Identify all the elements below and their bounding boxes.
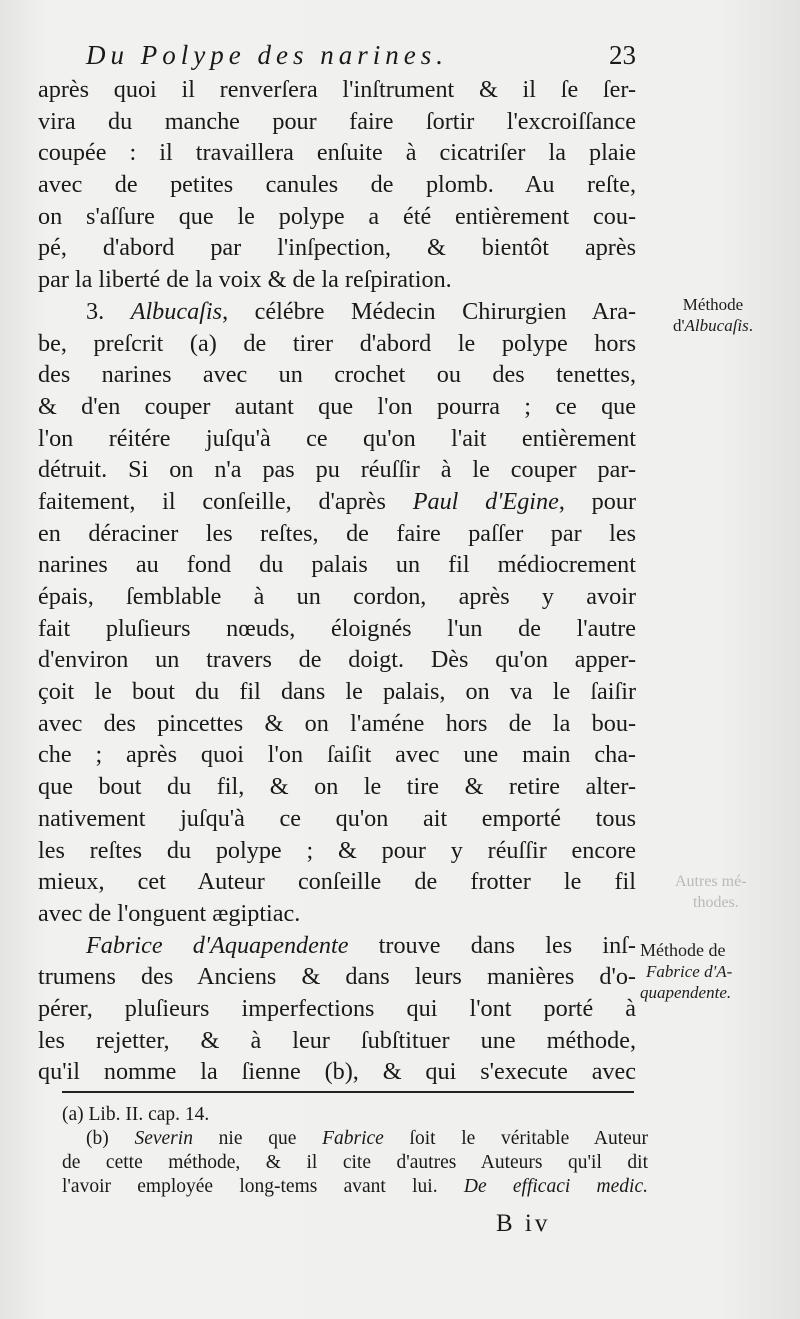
- author-name-fabrice: Fabrice d'Aquapendente: [86, 931, 349, 959]
- text-line: & d'en couper autant que l'on pourra ; ce que: [38, 392, 636, 420]
- text-line: que bout du fil, & on le tire & retire alter-: [38, 773, 636, 801]
- text-line: épais, ſemblable à un cordon, après y avoir: [38, 583, 636, 610]
- page-number: 23: [609, 40, 636, 70]
- text-line: les rejetter, & à leur ſubſtituer une méthode,: [38, 1026, 636, 1054]
- paragraph-fabrice-start: Fabrice d'Aquapendente trouve dans les inſ-: [86, 931, 636, 959]
- text-line: çoit le bout du fil dans le palais, on va le ſaiſir: [38, 678, 636, 706]
- footnote-b: (b) Severin nie que Fabrice ſoit le véritable Auteur: [86, 1128, 649, 1149]
- header-title: Du Polype des narines.: [86, 40, 448, 70]
- text-line: fait pluſieurs nœuds, éloignés l'un de l'autre: [38, 614, 636, 642]
- margin-note-albucasis: Méthode d'Albucaſis.: [672, 295, 754, 335]
- text-line: les reſtes du polype ; & pour y réuſſir encore: [38, 836, 636, 864]
- paragraph-number: 3.: [86, 297, 105, 325]
- text-line: che ; après quoi l'on ſaiſit avec une main cha-: [38, 741, 636, 769]
- footnote-a: (a) Lib. II. cap. 14.: [62, 1104, 210, 1125]
- author-name-albucasis: Albucaſis: [130, 297, 223, 325]
- text-line: coupée : il travaillera enſuite à cicatriſer la plaie: [38, 139, 636, 167]
- text-line: après quoi il renverſera l'inſtrument & il ſe ſer-: [38, 76, 636, 103]
- footnote-rule: [62, 1091, 634, 1093]
- signature-mark: B iv: [496, 1210, 551, 1237]
- text-line: vira du manche pour faire ſortir l'excroiſſance: [38, 107, 636, 135]
- footnote-b-line2: de cette méthode, & il cite d'autres Auteurs qu'il dit: [62, 1152, 648, 1173]
- text-line: pé, d'abord par l'inſpection, & bientôt après: [38, 234, 636, 262]
- text-line: d'environ un travers de doigt. Dès qu'on apper-: [38, 646, 636, 674]
- text-line: avec de petites canules de plomb. Au reſte,: [38, 171, 636, 199]
- text-line: avec de l'onguent ægiptiac.: [38, 899, 301, 927]
- text-line: en déraciner les reſtes, de faire paſſer par les: [38, 519, 636, 547]
- author-name-paul: Paul d'Egine: [412, 487, 559, 515]
- text-line: on s'aſſure que le polype a été entièrement cou-: [38, 202, 636, 230]
- text-line: nativement juſqu'à ce qu'on ait emporté tous: [38, 804, 636, 832]
- text-line: pérer, pluſieurs imperfections qui l'ont porté à: [38, 994, 636, 1022]
- footnote-b-line3: l'avoir employée long-tems avant lui. De efficaci medic.: [62, 1176, 648, 1197]
- main-text: [38, 74, 636, 1088]
- text-line: be, preſcrit (a) de tirer d'abord le polype hors: [38, 329, 636, 357]
- text-line: narines au fond du palais un fil médiocrement: [38, 551, 636, 579]
- text-line: qu'il nomme la ſienne (b), & qui s'execute avec: [38, 1058, 636, 1086]
- text-line: l'on réitére juſqu'à ce qu'on l'ait entièrement: [38, 424, 636, 452]
- text-line-paul: faitement, il conſeille, d'après Paul d'Egine, pour: [38, 487, 637, 515]
- text-line: avec des pincettes & on l'améne hors de la bou-: [38, 709, 636, 737]
- footnotes: [62, 1103, 648, 1199]
- running-header: [86, 40, 636, 71]
- paragraph-albucasis-start: 3. Albucaſis, célébre Médecin Chirurgien Ara-: [86, 297, 637, 325]
- bleed-through-text: thodes.: [693, 894, 739, 911]
- text-line: mieux, cet Auteur conſeille de frotter le fil: [38, 868, 636, 896]
- text-line: des narines avec un crochet ou des tenettes,: [38, 361, 636, 389]
- text-line: trumens des Anciens & dans leurs manières d'o-: [38, 963, 636, 991]
- text-line: détruit. Si on n'a pas pu réuſſir à le couper par-: [38, 456, 636, 484]
- text-line: par la liberté de la voix & de la reſpiration.: [38, 266, 452, 294]
- bleed-through-text: Autres mé-: [675, 873, 747, 890]
- margin-note-fabrice: Méthode de Fabrice d'A- quapendente.: [640, 940, 733, 1002]
